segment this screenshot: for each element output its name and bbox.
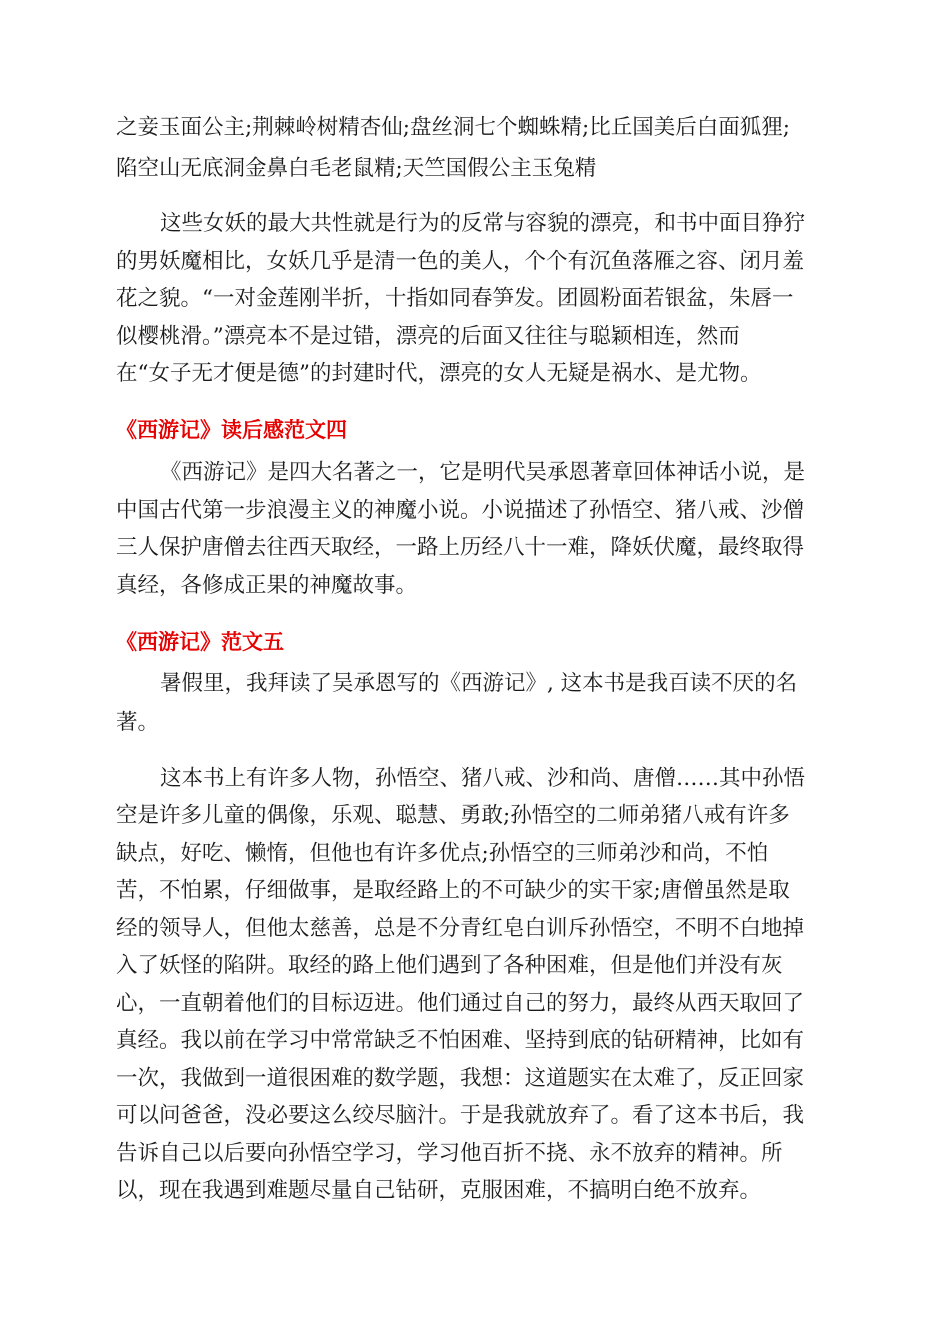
paragraph-line: 空是许多儿童的偶像，乐观、聪慧、勇敢;孙悟空的二师弟猪八戒有许多: [116, 803, 790, 828]
paragraph-line: 一次，我做到一道很困难的数学题，我想：这道题实在太难了，反正回家: [116, 1066, 805, 1091]
paragraph-line: 以，现在我遇到难题尽量自己钻研，克服困难，不搞明白绝不放弃。: [116, 1178, 762, 1203]
paragraph-line: 似樱桃滑。”漂亮本不是过错，漂亮的后面又往往与聪颖相连，然而: [116, 324, 740, 349]
paragraph-line: 可以问爸爸，没必要这么绞尽脑汁。于是我就放弃了。看了这本书后，我: [116, 1103, 805, 1128]
paragraph-line: 这些女妖的最大共性就是行为的反常与容貌的漂亮，和书中面目狰狞: [160, 211, 806, 236]
paragraph-line: 的男妖魔相比，女妖几乎是清一色的美人，个个有沉鱼落雁之容、闭月羞: [116, 249, 805, 274]
paragraph-line: 入了妖怪的陷阱。取经的路上他们遇到了各种困难，但是他们并没有灰: [116, 953, 783, 978]
paragraph-line: 花之貌。“一对金莲刚半折，十指如同春笋发。团圆粉面若银盆，朱唇一: [116, 286, 794, 311]
paragraph-line: 著。: [116, 710, 160, 735]
paragraph-line: 缺点，好吃、懒惰，但他也有许多优点;孙悟空的三师弟沙和尚，不怕: [116, 841, 769, 866]
section-heading-5: 《西游记》范文五: [116, 630, 284, 654]
paragraph-line: 之妾玉面公主;荆棘岭树精杏仙;盘丝洞七个蜘蛛精;比丘国美后白面狐狸;: [116, 115, 790, 140]
paragraph-line: 这本书上有许多人物，孙悟空、猪八戒、沙和尚、唐僧……其中孙悟: [160, 766, 806, 791]
paragraph-line: 在“女子无才便是德”的封建时代，漂亮的女人无疑是祸水、是尤物。: [116, 361, 762, 386]
paragraph-line: 《西游记》是四大名著之一，它是明代吴承恩著章回体神话小说，是: [160, 460, 806, 485]
paragraph-line: 三人保护唐僧去往西天取经，一路上历经八十一难，降妖伏魔，最终取得: [116, 535, 805, 560]
paragraph-line: 告诉自己以后要向孙悟空学习，学习他百折不挠、永不放弃的精神。所: [116, 1141, 783, 1166]
paragraph-line: 真经，各修成正果的神魔故事。: [116, 573, 418, 598]
paragraph-line: 中国古代第一步浪漫主义的神魔小说。小说描述了孙悟空、猪八戒、沙僧: [116, 498, 805, 523]
paragraph-line: 苦，不怕累，仔细做事，是取经路上的不可缺少的实干家;唐僧虽然是取: [116, 878, 790, 903]
paragraph-line: 经的领导人，但他太慈善，总是不分青红皂白训斥孙悟空，不明不白地掉: [116, 916, 805, 941]
paragraph-line: 暑假里，我拜读了吴承恩写的《西游记》, 这本书是我百读不厌的名: [160, 671, 798, 696]
section-heading-4: 《西游记》读后感范文四: [116, 418, 347, 442]
paragraph-line: 真经。我以前在学习中常常缺乏不怕困难、坚持到底的钻研精神，比如有: [116, 1028, 805, 1053]
paragraph-line: 陷空山无底洞金鼻白毛老鼠精;天竺国假公主玉兔精: [116, 156, 597, 181]
paragraph-line: 心，一直朝着他们的目标迈进。他们通过自己的努力，最终从西天取回了: [116, 991, 805, 1016]
